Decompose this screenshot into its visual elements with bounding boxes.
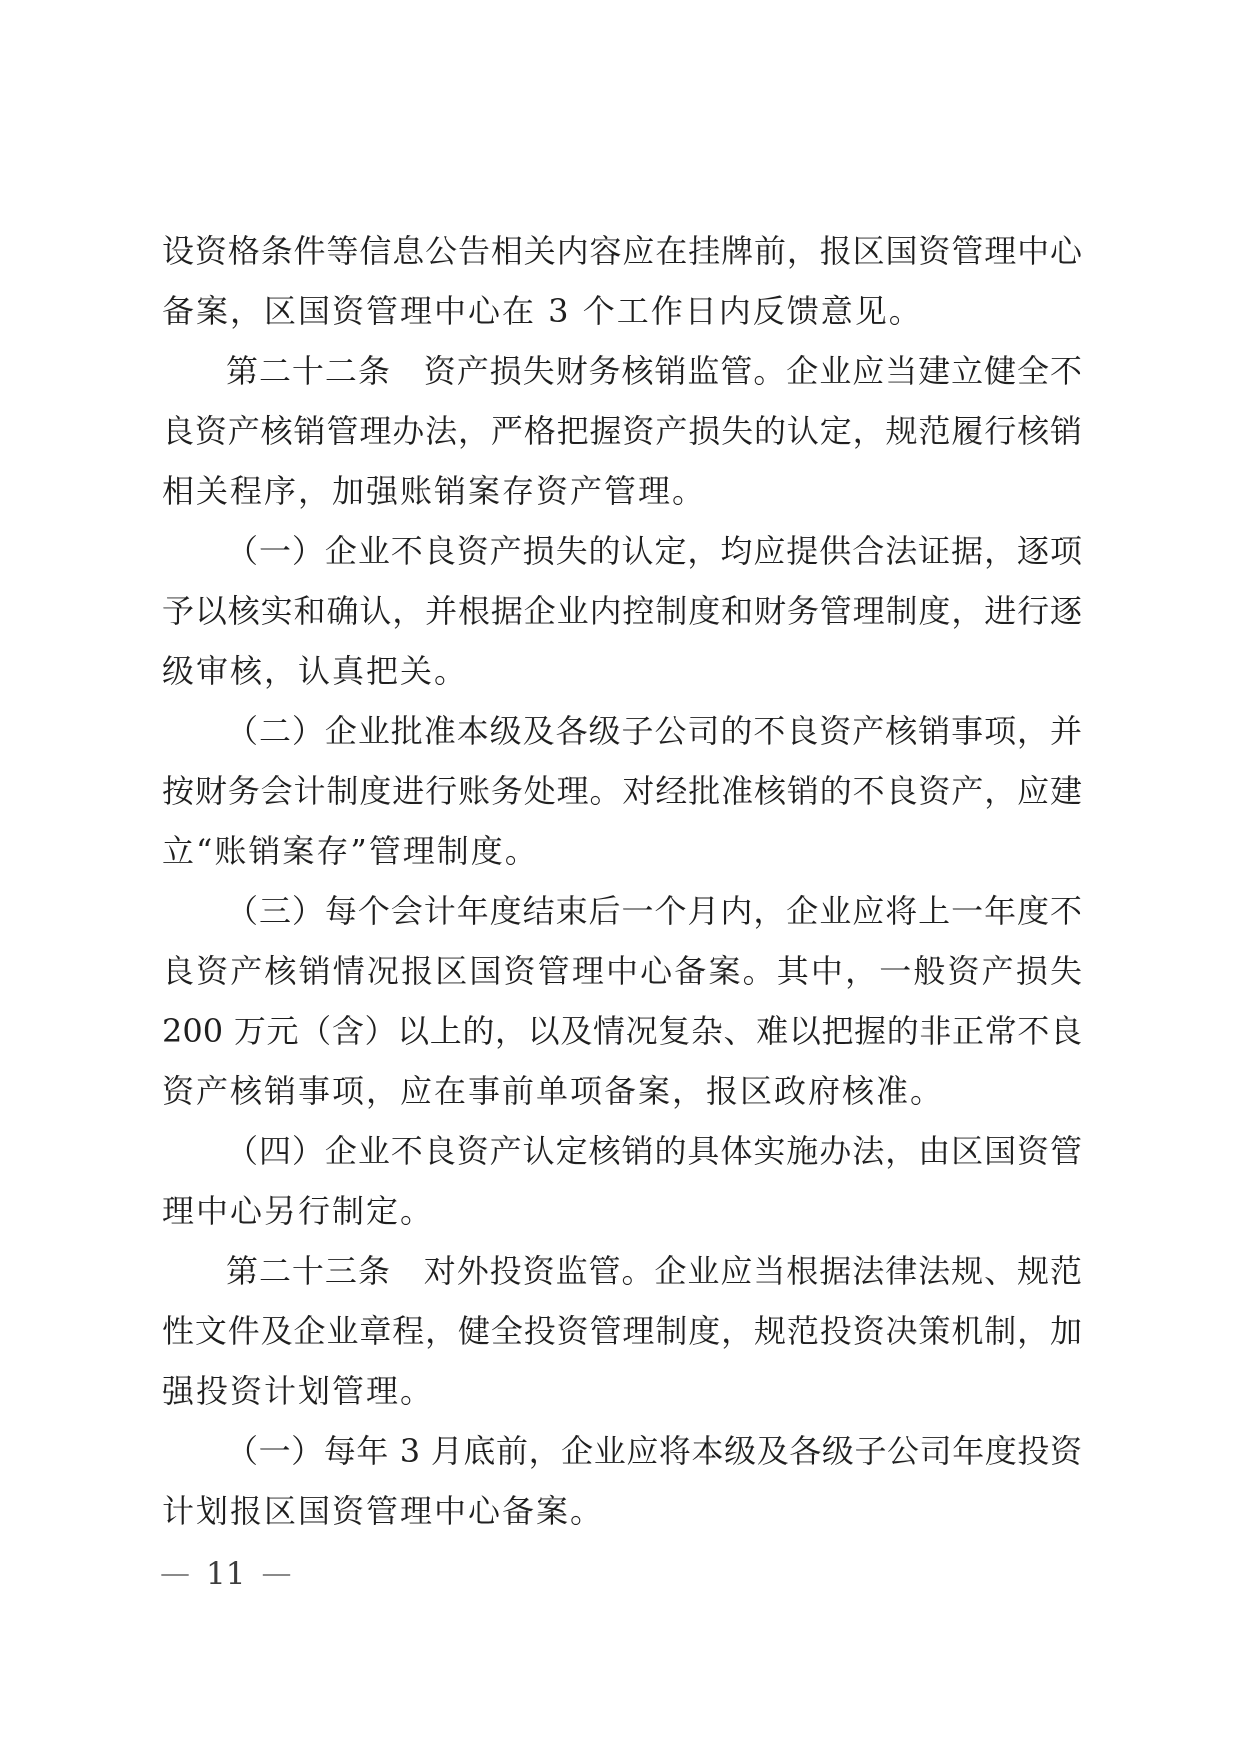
document-body (162, 221, 1082, 1541)
text-line: 理中心另行制定。 (162, 1192, 435, 1230)
text-line: 按财务会计制度进行账务处理。对经批准核销的不良资产，应建 (162, 772, 1082, 810)
text-line: 予以核实和确认，并根据企业内控制度和财务管理制度，进行逐 (162, 592, 1082, 630)
text-line: 相关程序，加强账销案存资产管理。 (162, 472, 707, 510)
text-line: 第二十三条 对外投资监管。企业应当根据法律法规、规范 (226, 1252, 1082, 1290)
text-line: 性文件及企业章程，健全投资管理制度，规范投资决策机制，加 (162, 1312, 1082, 1350)
text-line: 级审核，认真把关。 (162, 652, 469, 690)
page-number: 11 (206, 1556, 246, 1592)
text-line: （二）企业批准本级及各级子公司的不良资产核销事项，并 (226, 712, 1082, 750)
footer-dash-right: — (261, 1556, 292, 1591)
text-line: 良资产核销管理办法，严格把握资产损失的认定，规范履行核销 (162, 412, 1082, 450)
text-line: 设资格条件等信息公告相关内容应在挂牌前，报区国资管理中心 (162, 232, 1082, 270)
page-footer (160, 1552, 291, 1596)
text-line: （一）每年 3 月底前，企业应将本级及各级子公司年度投资 (226, 1432, 1082, 1470)
text-line: 良资产核销情况报区国资管理中心备案。其中，一般资产损失 (162, 952, 1082, 990)
text-line: 200 万元（含）以上的，以及情况复杂、难以把握的非正常不良 (162, 1012, 1082, 1050)
text-line: 备案，区国资管理中心在 3 个工作日内反馈意见。 (162, 292, 923, 330)
text-line: 立“账销案存”管理制度。 (162, 832, 539, 870)
text-line: 强投资计划管理。 (162, 1372, 435, 1410)
footer-dash-left: — (160, 1556, 190, 1591)
text-line: （四）企业不良资产认定核销的具体实施办法，由区国资管 (226, 1132, 1082, 1170)
text-line: 资产核销事项，应在事前单项备案，报区政府核准。 (162, 1072, 945, 1110)
text-line: 计划报区国资管理中心备案。 (162, 1492, 605, 1530)
text-line: （三）每个会计年度结束后一个月内，企业应将上一年度不 (226, 892, 1082, 930)
text-line: 第二十二条 资产损失财务核销监管。企业应当建立健全不 (226, 352, 1082, 390)
text-line: （一）企业不良资产损失的认定，均应提供合法证据，逐项 (226, 532, 1082, 570)
